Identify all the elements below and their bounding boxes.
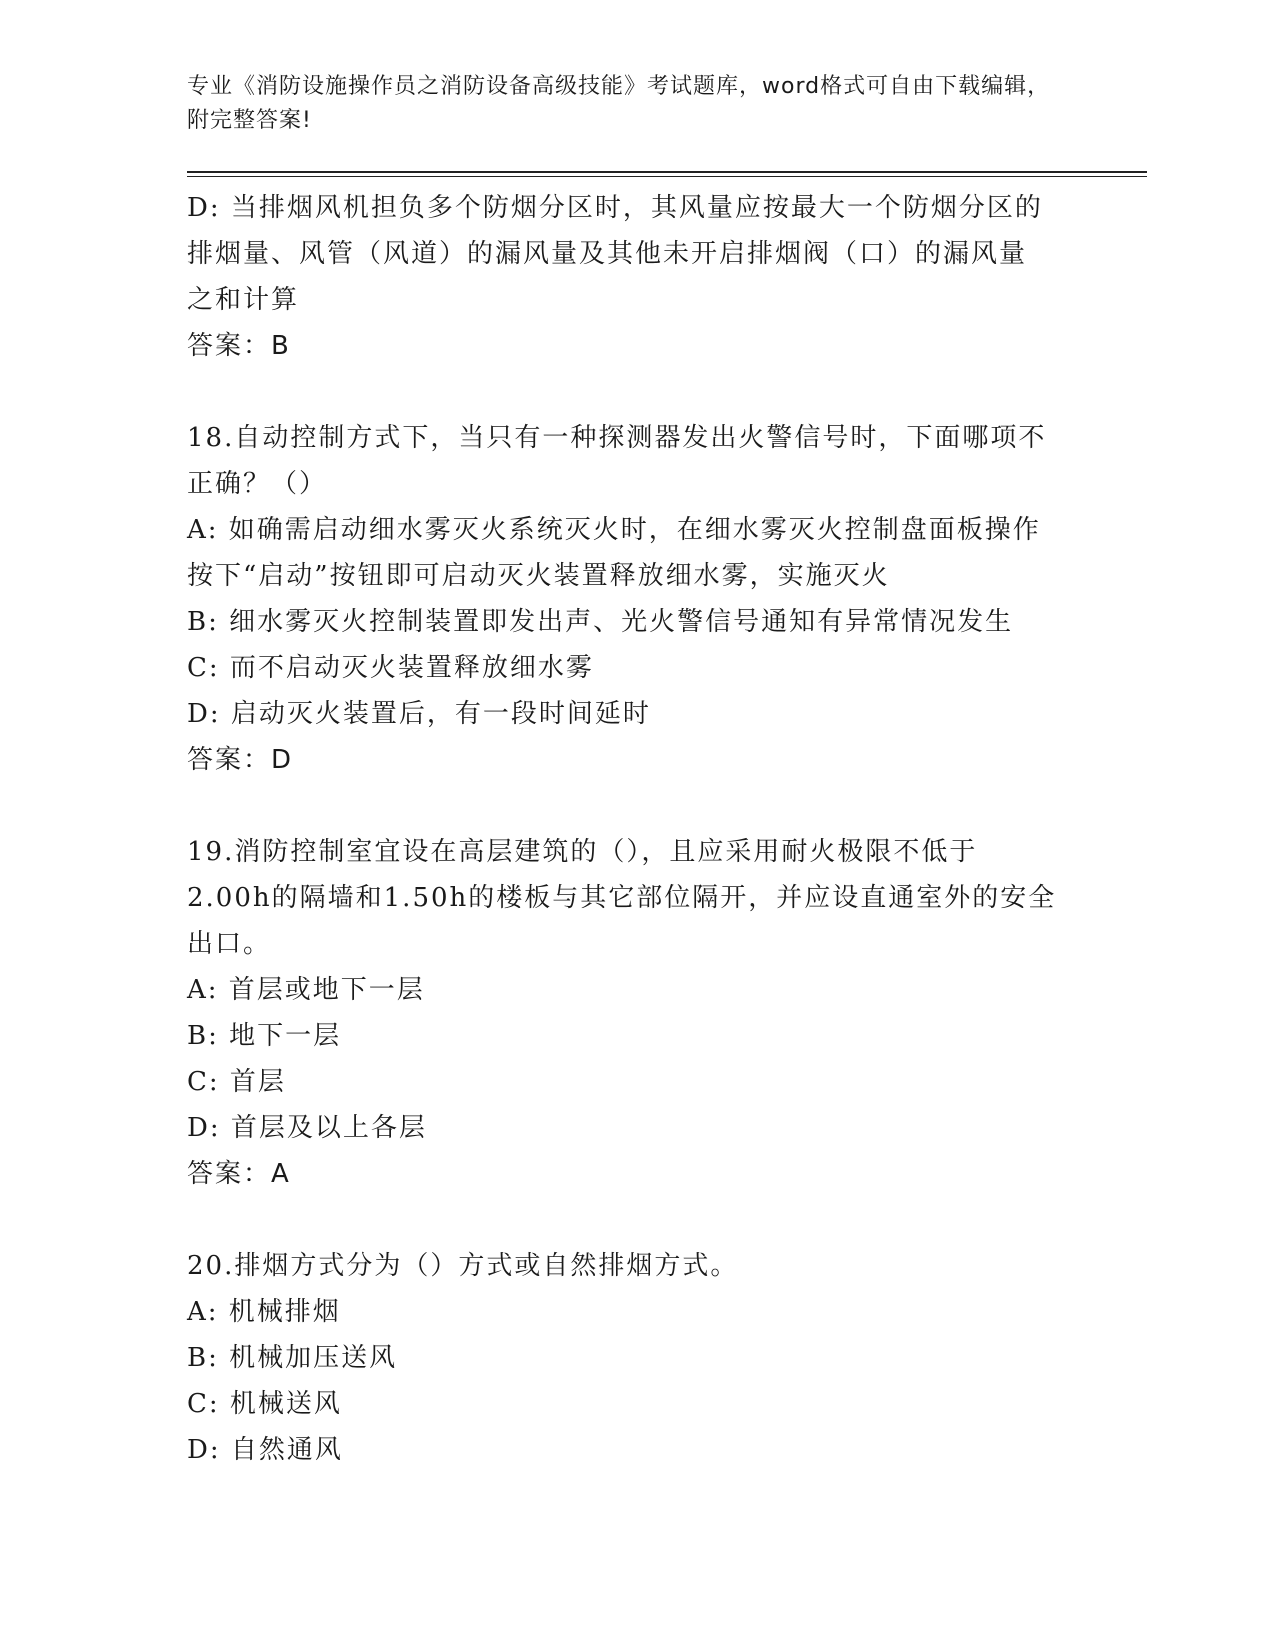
continued-option-d xyxy=(187,185,1147,323)
option-a-cont: 按下“启动”按钮即可启动灭火装置释放细水雾，实施灭火 xyxy=(187,561,890,591)
option-c: C: 首层 xyxy=(187,1067,286,1097)
answer-line: 答案：B xyxy=(187,331,291,361)
option-c: C: 而不启动灭火装置释放细水雾 xyxy=(187,653,594,683)
option-line: 排烟量、风管（风道）的漏风量及其他未开启排烟阀（口）的漏风量 xyxy=(187,239,1028,269)
document-content xyxy=(187,185,1147,1473)
question-stem: 19.消防控制室宜设在高层建筑的（），且应采用耐火极限不低于 xyxy=(187,837,978,867)
option-b: B: 地下一层 xyxy=(187,1021,342,1051)
option-b: B: 细水雾灭火控制装置即发出声、光火警信号通知有异常情况发生 xyxy=(187,607,1014,637)
question-stem: 出口。 xyxy=(187,929,272,959)
option-line: 之和计算 xyxy=(187,285,300,315)
option-line: D: 当排烟风机担负多个防烟分区时，其风量应按最大一个防烟分区的 xyxy=(187,193,1043,223)
answer-line: 答案：A xyxy=(187,1159,291,1189)
document-page xyxy=(187,70,1147,1473)
option-a: A: 机械排烟 xyxy=(187,1297,341,1327)
option-a: A: 如确需启动细水雾灭火系统灭火时，在细水雾灭火控制盘面板操作 xyxy=(187,515,1041,545)
question-stem: 18.自动控制方式下，当只有一种探测器发出火警信号时，下面哪项不 xyxy=(187,423,1047,453)
option-a: A: 首层或地下一层 xyxy=(187,975,425,1005)
question-19 xyxy=(187,829,1147,1197)
option-d: D: 首层及以上各层 xyxy=(187,1113,427,1143)
page-header: 专业《消防设施操作员之消防设备高级技能》考试题库，word格式可自由下载编辑，附完整答案! xyxy=(187,74,1051,133)
option-c: C: 机械送风 xyxy=(187,1389,342,1419)
question-stem: 正确？（） xyxy=(187,469,328,499)
question-stem: 2.00h的隔墙和1.50h的楼板与其它部位隔开，并应设直通室外的安全 xyxy=(187,883,1057,913)
option-d: D: 启动灭火装置后，有一段时间延时 xyxy=(187,699,651,729)
question-18 xyxy=(187,415,1147,783)
answer-line: 答案：D xyxy=(187,745,294,775)
option-d: D: 自然通风 xyxy=(187,1435,343,1465)
question-20 xyxy=(187,1243,1147,1473)
option-b: B: 机械加压送风 xyxy=(187,1343,398,1373)
header-divider xyxy=(187,171,1147,177)
question-stem: 20.排烟方式分为（）方式或自然排烟方式。 xyxy=(187,1251,739,1281)
